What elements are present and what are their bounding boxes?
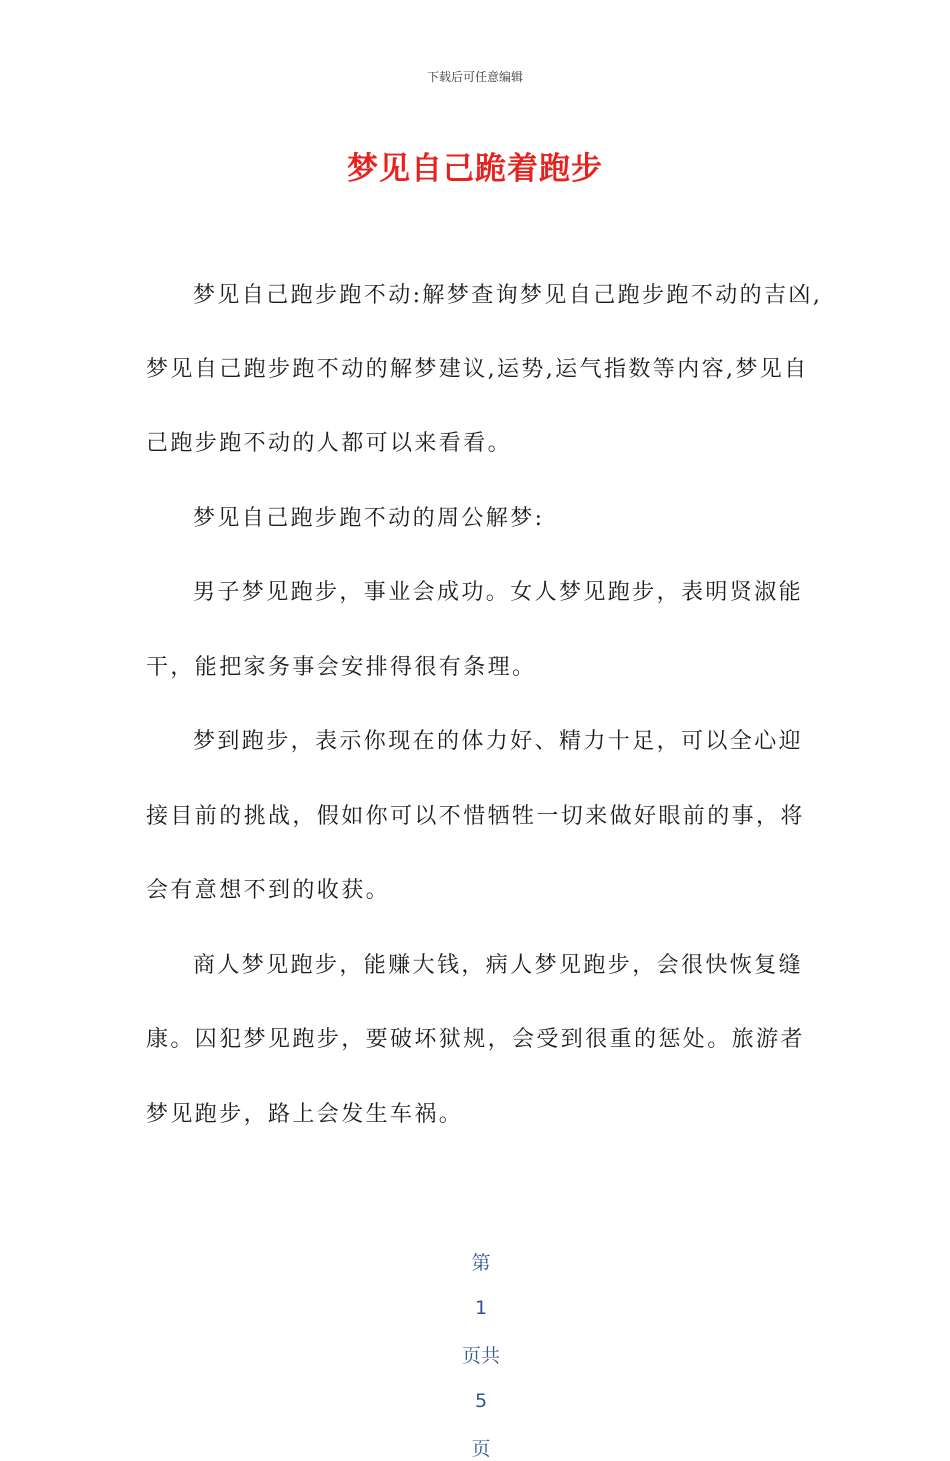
- body-line: 接目前的挑战，假如你可以不惜牺牲一切来做好眼前的事，将: [146, 804, 805, 829]
- body-line: 男子梦见跑步，事业会成功。女人梦见跑步，表明贤淑能: [193, 580, 804, 605]
- footer-page-suffix: 页: [471, 1438, 491, 1460]
- footer-page-number: 1: [475, 1297, 488, 1319]
- body-line: 干，能把家务事会安排得很有条理。: [146, 655, 537, 680]
- body-line: 梦到跑步，表示你现在的体力好、精力十足，可以全心迎: [193, 729, 804, 754]
- body-line: 梦见跑步，路上会发生车祸。: [146, 1102, 464, 1127]
- body-line: 梦见自己跑步跑不动的解梦建议,运势,运气指数等内容,梦见自: [146, 357, 809, 382]
- body-line: 会有意想不到的收获。: [146, 878, 391, 903]
- document-title: 梦见自己跪着跑步: [347, 151, 603, 187]
- footer-page-label: 第: [471, 1252, 491, 1274]
- body-line: 梦见自己跑步跑不动:解梦查询梦见自己跑步跑不动的吉凶,: [193, 283, 823, 308]
- footer-total-pages: 5: [475, 1390, 488, 1412]
- header-note: 下载后可任意编辑: [426, 70, 523, 84]
- body-line: 梦见自己跑步跑不动的周公解梦:: [193, 506, 545, 531]
- footer-total-label: 页共: [462, 1345, 501, 1367]
- body-line: 己跑步跑不动的人都可以来看看。: [146, 431, 513, 456]
- body-line: 康。囚犯梦见跑步，要破坏狱规，会受到很重的惩处。旅游者: [146, 1027, 805, 1052]
- body-line: 商人梦见跑步，能赚大钱，病人梦见跑步，会很快恢复缝: [193, 953, 804, 978]
